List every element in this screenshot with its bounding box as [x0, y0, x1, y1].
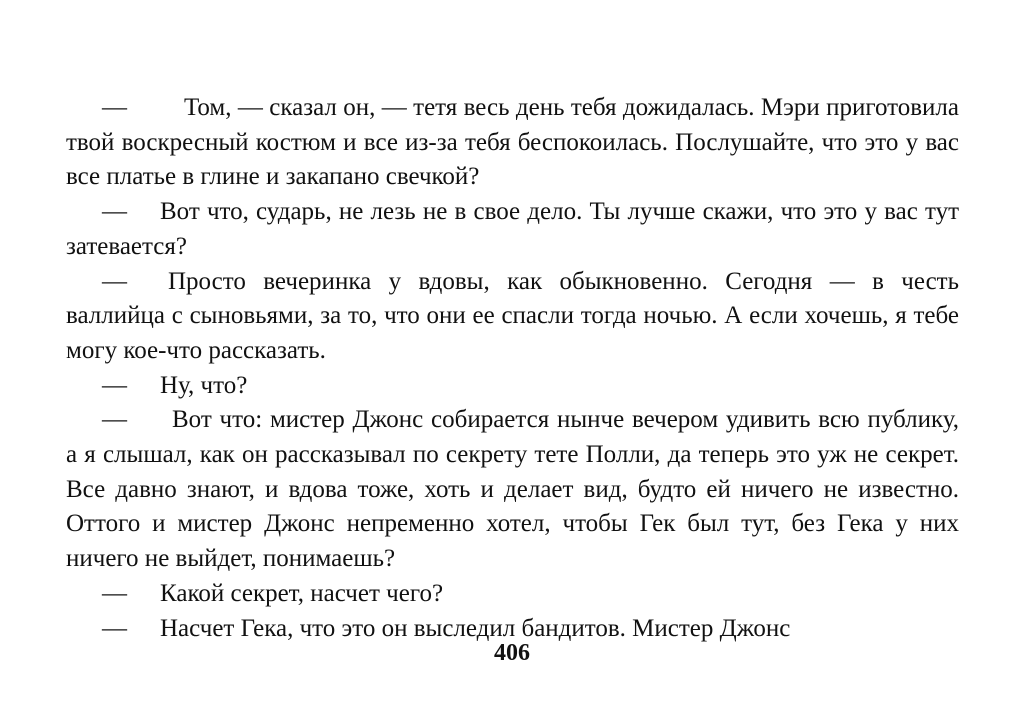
dialogue-paragraph-4 — [66, 369, 959, 404]
dialogue-dash: — — [102, 614, 127, 642]
dialogue-dash: — — [102, 579, 127, 607]
dialogue-dash: — — [102, 267, 127, 295]
page-number: 406 — [494, 640, 530, 666]
dialogue-text: Насчет Гека, что это он выследил бандитов. Мистер Джонс — [160, 614, 791, 642]
dialogue-text: Том, — сказал он, — тетя весь день тебя дожидалась. Мэри приготовила твой воскресный костюм и все из-за тебя беспокоилась. Послушайте, что это у вас все платье в глине и закапано свечкой? — [66, 94, 959, 191]
dialogue-paragraph-1 — [66, 91, 959, 195]
dialogue-paragraph-6 — [66, 577, 959, 612]
dialogue-dash: — — [102, 406, 127, 434]
dialogue-text: Вот что: мистер Джонс собирается нынче вечером удивить всю публику, а я слышал, как он рассказывал по секрету тете Полли, да теперь это уж не секрет. Все давно знают, и вдова тоже, хоть и делает вид, будто ей ничего не известно. Оттого и мистер Джонс непременно хотел, чтобы Гек был тут, без Гека у них ничего не выйдет, понимаешь? — [66, 406, 959, 573]
dialogue-paragraph-3 — [66, 265, 959, 369]
dialogue-dash: — — [102, 94, 127, 121]
dialogue-text: Просто вечеринка у вдовы, как обыкновенно. Сегодня — в честь валлийца с сыновьями, за то, что они ее спасли тогда ночью. А если хочешь, я тебе могу кое-что рассказать. — [66, 267, 959, 364]
dialogue-dash: — — [102, 371, 127, 399]
book-page-text — [66, 91, 959, 646]
dialogue-paragraph-5 — [66, 403, 959, 577]
dialogue-text: Какой секрет, насчет чего? — [160, 579, 444, 607]
dialogue-paragraph-2 — [66, 195, 959, 264]
dialogue-dash: — — [102, 198, 127, 226]
dialogue-text: Вот что, сударь, не лезь не в свое дело. Ты лучше скажи, что это у вас тут затевается? — [66, 198, 959, 260]
dialogue-text: Ну, что? — [160, 371, 248, 399]
